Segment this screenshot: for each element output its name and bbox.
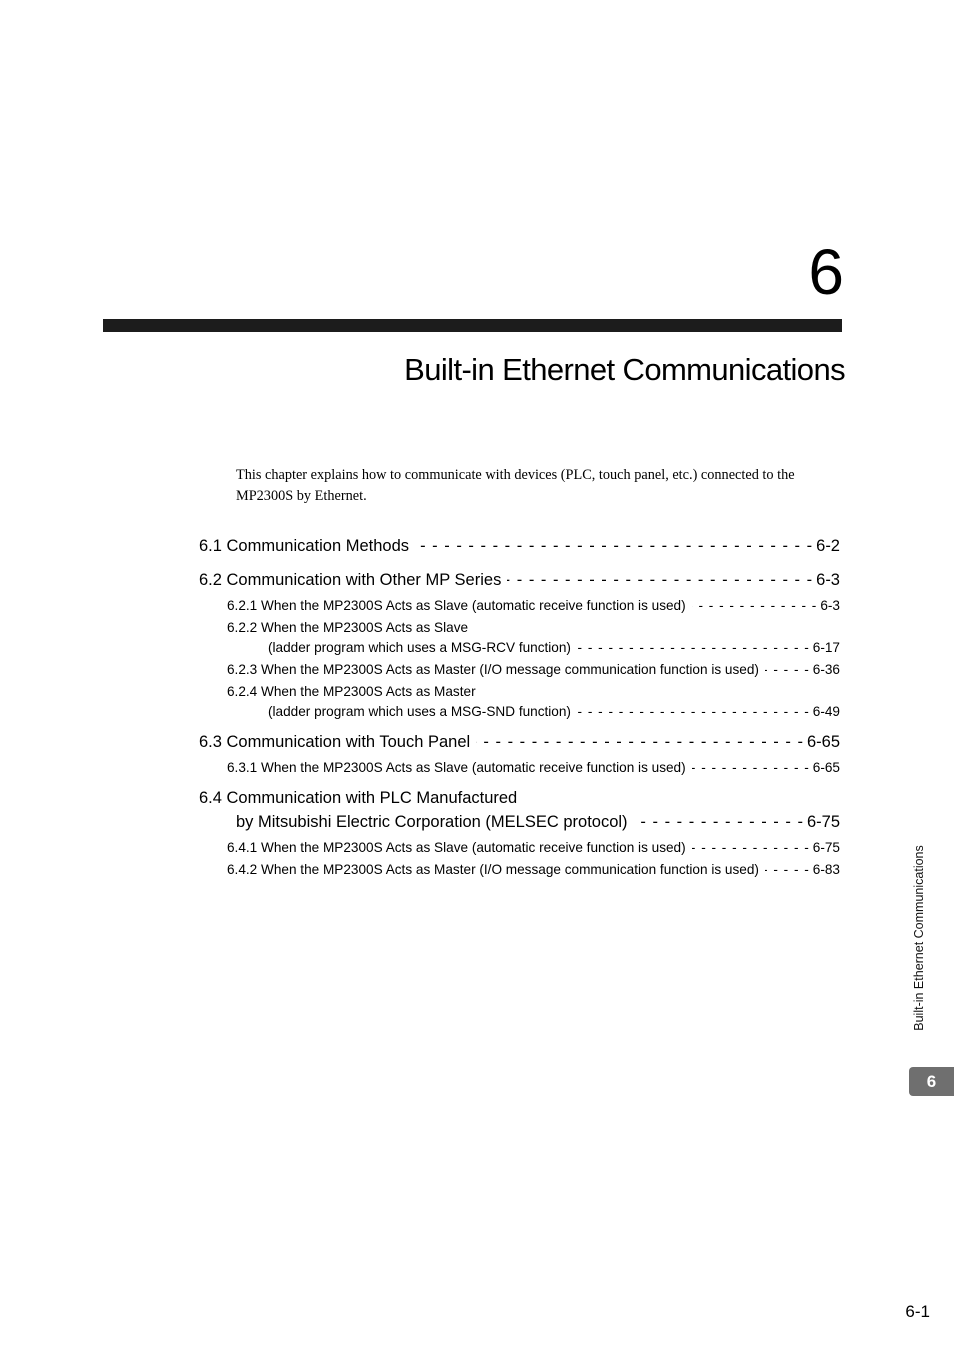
chapter-title: Built-in Ethernet Communications — [404, 352, 845, 387]
toc-entry-6-2-1[interactable] — [227, 597, 840, 615]
toc-entry-title: 6.2.4 When the MP2300S Acts as Master — [227, 684, 476, 699]
toc-entry-page: 6-75 — [806, 813, 840, 831]
toc-entry-6-4[interactable] — [199, 787, 517, 809]
toc-entry-6-1[interactable] — [199, 535, 840, 557]
toc-leader-dots — [634, 811, 804, 833]
toc-entry-6-4-1[interactable] — [227, 839, 840, 857]
toc-entry-page: 6-2 — [816, 537, 840, 555]
toc-entry-6-2-4-continued[interactable] — [268, 703, 840, 721]
toc-leader-dots — [692, 839, 810, 857]
chapter-intro: This chapter explains how to communicate with devices (PLC, touch panel, etc.) connected to the MP2300S by Ethernet. — [236, 467, 795, 504]
toc-entry-title-continued: (ladder program which uses a MSG-RCV function) — [268, 640, 571, 655]
page-number: 6-1 — [905, 1302, 930, 1321]
toc-leader-dots — [507, 569, 813, 591]
running-chapter-title: Built-in Ethernet Communications — [912, 845, 926, 1031]
toc-entry-page: 6-83 — [812, 862, 840, 877]
toc-entry-page: 6-65 — [806, 733, 840, 751]
toc-leader-dots — [692, 759, 810, 777]
toc-entry-page: 6-65 — [812, 760, 840, 775]
toc-entry-title-continued: (ladder program which uses a MSG-SND function) — [268, 704, 571, 719]
toc-entry-title-continued: by Mitsubishi Electric Corporation (MELSEC protocol) — [236, 813, 628, 831]
toc-entry-6-2-4[interactable] — [227, 683, 476, 701]
toc-entry-title: 6.4.2 When the MP2300S Acts as Master (I/O message communication function is used) — [227, 862, 759, 877]
toc-entry-6-4-2[interactable] — [227, 861, 840, 879]
toc-entry-title: 6.4.1 When the MP2300S Acts as Slave (automatic receive function is used) — [227, 840, 686, 855]
toc-entry-title: 6.3.1 When the MP2300S Acts as Slave (automatic receive function is used) — [227, 760, 686, 775]
toc-entry-page: 6-3 — [816, 571, 840, 589]
chapter-thumb-tab[interactable]: 6 — [909, 1067, 954, 1096]
toc-entry-6-2[interactable] — [199, 569, 840, 591]
toc-entry-6-2-3[interactable] — [227, 661, 840, 679]
chapter-number: 6 — [808, 236, 844, 308]
toc-entry-title: 6.4 Communication with PLC Manufactured — [199, 789, 518, 807]
toc-entry-title: 6.1 Communication Methods — [199, 537, 410, 555]
toc-entry-title: 6.2.3 When the MP2300S Acts as Master (I/O message communication function is used) — [227, 662, 759, 677]
toc-entry-6-4-continued[interactable] — [236, 811, 840, 833]
toc-entry-page: 6-17 — [812, 640, 840, 655]
toc-leader-dots — [476, 731, 804, 753]
toc-entry-6-3[interactable] — [199, 731, 840, 753]
toc-entry-page: 6-49 — [812, 704, 840, 719]
toc-entry-title: 6.2.2 When the MP2300S Acts as Slave — [227, 620, 469, 635]
toc-entry-title: 6.2 Communication with Other MP Series — [199, 571, 502, 589]
toc-leader-dots — [415, 535, 813, 557]
toc-leader-dots — [765, 861, 810, 879]
toc-leader-dots — [692, 597, 818, 615]
toc-entry-title: 6.3 Communication with Touch Panel — [199, 733, 471, 751]
toc-entry-page: 6-3 — [820, 598, 840, 613]
toc-entry-6-2-2[interactable] — [227, 619, 468, 637]
toc-entry-page: 6-75 — [812, 840, 840, 855]
toc-leader-dots — [577, 703, 810, 721]
toc-entry-6-3-1[interactable] — [227, 759, 840, 777]
toc-entry-page: 6-36 — [812, 662, 840, 677]
toc-entry-title: 6.2.1 When the MP2300S Acts as Slave (automatic receive function is used) — [227, 598, 686, 613]
toc-entry-6-2-2-continued[interactable] — [268, 639, 840, 657]
toc-leader-dots — [577, 639, 810, 657]
toc-leader-dots — [765, 661, 810, 679]
